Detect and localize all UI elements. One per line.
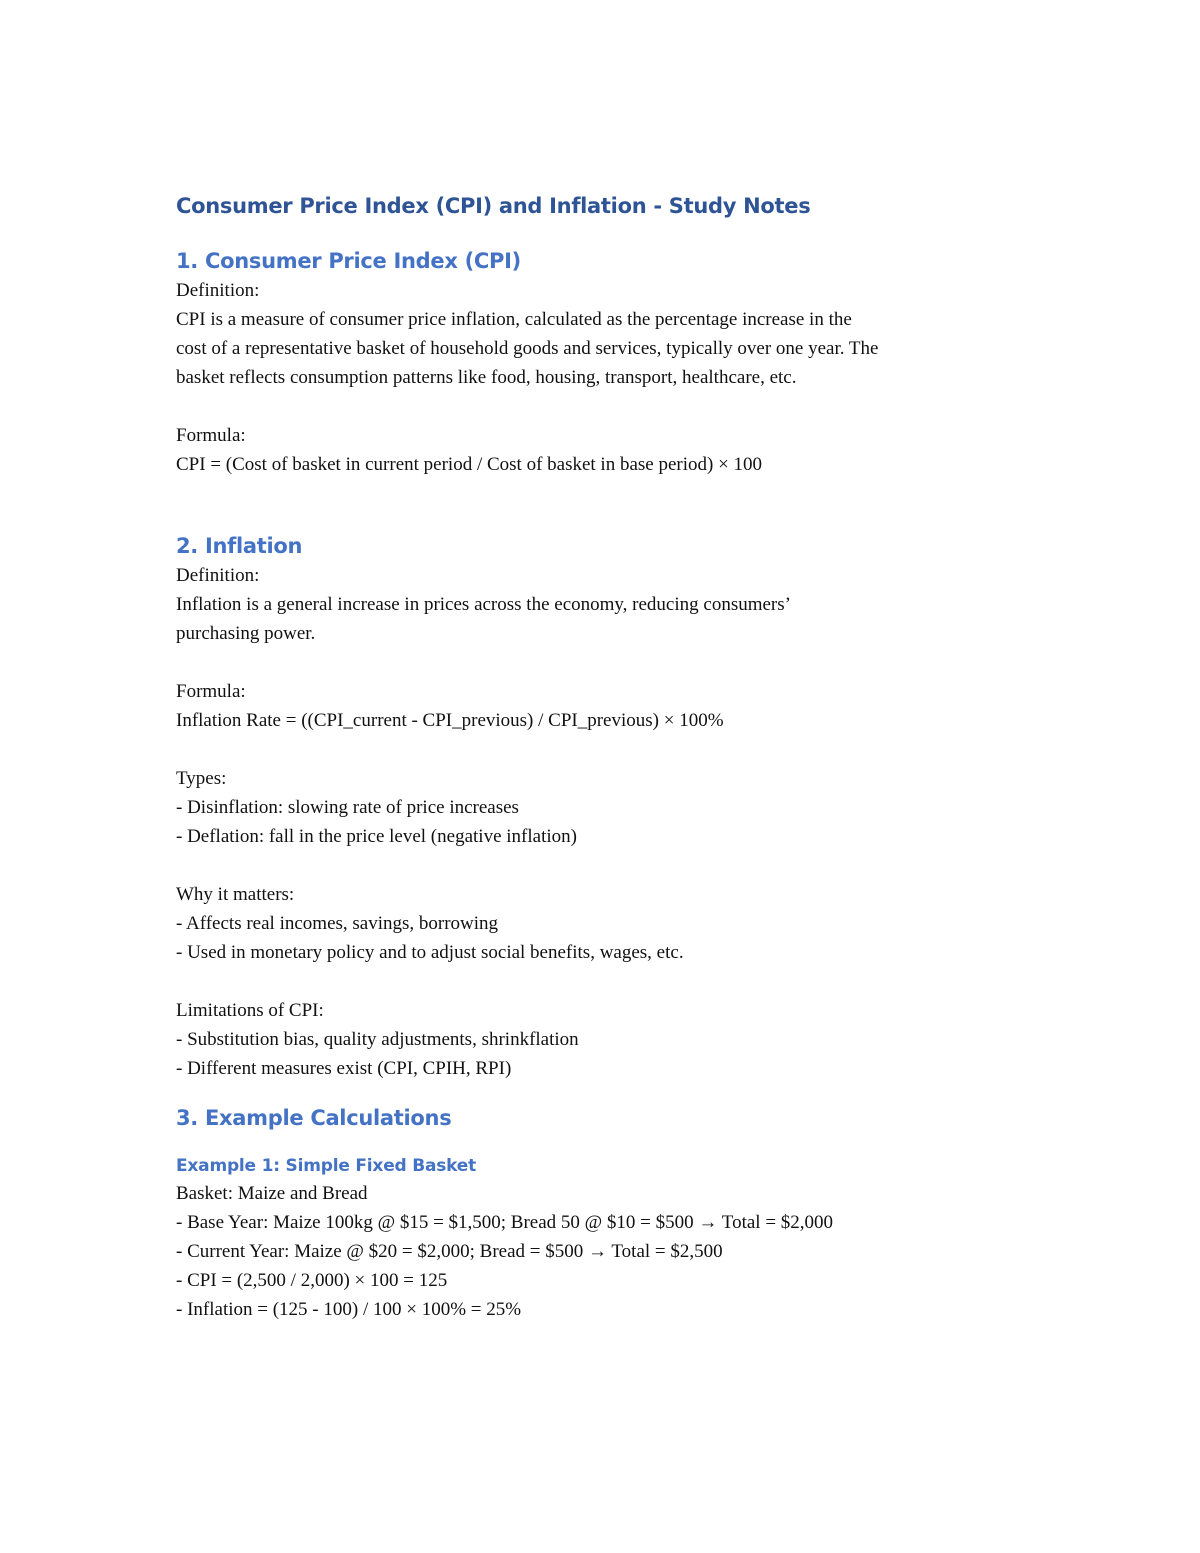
section-2-heading: 2. Inflation: [176, 534, 303, 558]
types-list-item: - Disinflation: slowing rate of price increases: [176, 797, 519, 818]
section-3-heading: 3. Example Calculations: [176, 1106, 452, 1130]
section-1-formula: CPI = (Cost of basket in current period / Cost of basket in base period) × 100: [176, 454, 763, 475]
section-1-definition-line: cost of a representative basket of household goods and services, typically over one year. The: [176, 338, 879, 359]
example-1-line: - Current Year: Maize @ $20 = $2,000; Bread = $500 → Total = $2,500: [176, 1241, 723, 1262]
section-2-formula-label: Formula:: [176, 681, 246, 702]
example-1-line: - Inflation = (125 - 100) / 100 × 100% = 25%: [176, 1299, 522, 1320]
section-2-definition-line: Inflation is a general increase in prices across the economy, reducing consumers’: [176, 594, 791, 615]
why-it-matters-label: Why it matters:: [176, 884, 295, 905]
section-1-definition-line: basket reflects consumption patterns like food, housing, transport, healthcare, etc.: [176, 367, 797, 388]
section-1-definition-line: CPI is a measure of consumer price inflation, calculated as the percentage increase in the: [176, 309, 852, 330]
section-1-heading: 1. Consumer Price Index (CPI): [176, 249, 521, 273]
types-list-item: - Deflation: fall in the price level (negative inflation): [176, 826, 577, 847]
document-title: Consumer Price Index (CPI) and Inflation - Study Notes: [176, 194, 811, 218]
example-1-line: - Base Year: Maize 100kg @ $15 = $1,500; Bread 50 @ $10 = $500 → Total = $2,000: [176, 1212, 834, 1233]
why-it-matters-item: - Used in monetary policy and to adjust social benefits, wages, etc.: [176, 942, 684, 963]
example-1-line: - CPI = (2,500 / 2,000) × 100 = 125: [176, 1270, 448, 1291]
limitations-item: - Different measures exist (CPI, CPIH, RPI): [176, 1058, 512, 1079]
example-1-line: Basket: Maize and Bread: [176, 1183, 368, 1204]
section-2-formula: Inflation Rate = ((CPI_current - CPI_previous) / CPI_previous) × 100%: [176, 710, 724, 731]
example-1-heading: Example 1: Simple Fixed Basket: [176, 1156, 477, 1176]
limitations-item: - Substitution bias, quality adjustments, shrinkflation: [176, 1029, 579, 1050]
limitations-label: Limitations of CPI:: [176, 1000, 324, 1021]
types-label: Types:: [176, 768, 227, 789]
section-2-definition-line: purchasing power.: [176, 623, 316, 644]
document-content: [176, 190, 1036, 1324]
section-1-formula-label: Formula:: [176, 425, 246, 446]
section-1-definition-label: Definition:: [176, 280, 260, 301]
why-it-matters-item: - Affects real incomes, savings, borrowing: [176, 913, 499, 934]
section-2-definition-label: Definition:: [176, 565, 260, 586]
